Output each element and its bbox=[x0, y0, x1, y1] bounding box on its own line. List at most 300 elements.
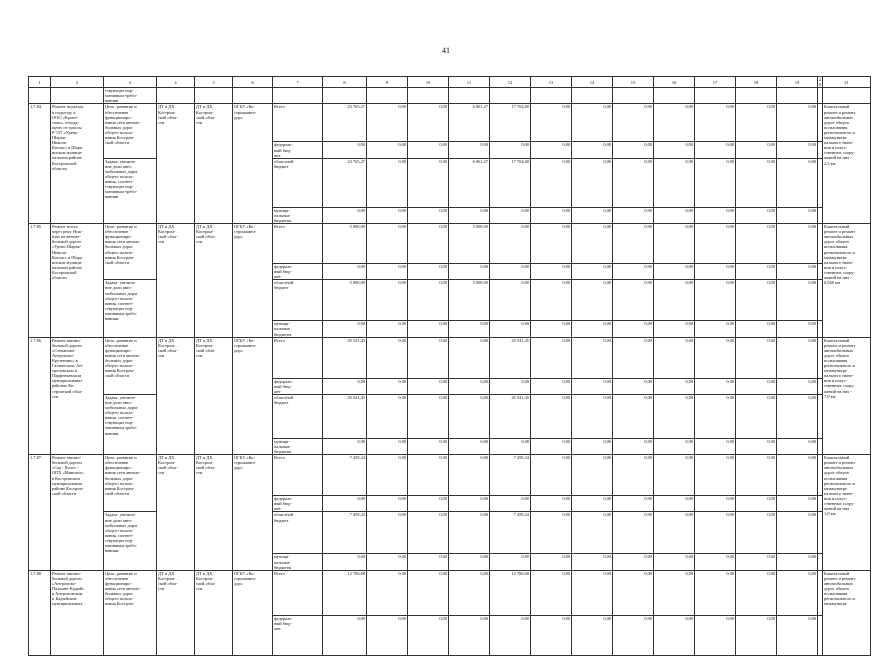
amount-cell: 7 459,24 bbox=[323, 512, 367, 554]
amount-cell: 0,00 bbox=[654, 615, 695, 655]
amount-cell: 0,00 bbox=[777, 570, 818, 615]
amount-cell: 0,00 bbox=[367, 570, 408, 615]
amount-cell: 0,00 bbox=[408, 570, 449, 615]
amount-cell: 0,00 bbox=[367, 321, 408, 337]
amount-cell: 0,00 bbox=[572, 615, 613, 655]
budget-row bbox=[29, 224, 871, 264]
amount-cell: 0,00 bbox=[490, 321, 531, 337]
header-cell: 18 bbox=[736, 77, 777, 88]
amount-cell: 0,00 bbox=[449, 455, 490, 496]
amount-cell: 0,00 bbox=[531, 321, 572, 337]
budget-row bbox=[29, 455, 871, 496]
amount-cell: 0,00 bbox=[654, 570, 695, 615]
header-cell: 8 bbox=[323, 77, 367, 88]
amount-cell: 0,00 bbox=[613, 570, 654, 615]
amount-cell: 0,00 bbox=[408, 512, 449, 554]
amount-cell: 5 000,00 bbox=[449, 224, 490, 264]
amount-cell: 0,00 bbox=[449, 321, 490, 337]
participant: ОГБУ «Ко- стромаавто- дор» bbox=[233, 104, 273, 224]
amount-cell: 0,00 bbox=[654, 496, 695, 512]
carry-over-row bbox=[29, 88, 871, 104]
measure-name: Ремонт автомо- бильной дороги «Сая - Колос - ОПХ «Минское» в Костромском муниципальном районе Костром- ской области bbox=[51, 455, 104, 571]
amount-cell: 0,00 bbox=[572, 496, 613, 512]
amount-cell: 0,00 bbox=[408, 224, 449, 264]
amount-cell: 0,00 bbox=[323, 496, 367, 512]
expected-result: Капитальный ремонт и ремонт автомобильных дорог общего пользования регионального и межмуници- пального значе- ния и искус- ственных соору- жений на них - 0,048 км bbox=[823, 224, 871, 338]
spacer-cell bbox=[818, 496, 823, 512]
amount-cell: 0,00 bbox=[367, 142, 408, 158]
amount-cell: 0,00 bbox=[449, 337, 490, 378]
amount-cell: 0,00 bbox=[367, 455, 408, 496]
amount-cell: 0,00 bbox=[613, 496, 654, 512]
amount-cell: 0,00 bbox=[695, 554, 736, 570]
amount-cell: 0,00 bbox=[572, 207, 613, 223]
amount-cell: 0,00 bbox=[695, 378, 736, 394]
amount-cell: 0,00 bbox=[408, 142, 449, 158]
amount-cell: 0,00 bbox=[613, 512, 654, 554]
measure-name: Ремонт автомо- бильной дороги «Антропово- Палкино-Кадый» в Антроповском и Кадыйском муниципальных bbox=[51, 570, 104, 655]
expected-result: Капитальный ремонт и ремонт автомобильных дорог общего пользования регионального и межмуници- bbox=[823, 570, 871, 655]
funding-source: областной бюджет bbox=[273, 394, 323, 438]
amount-cell: 0,00 bbox=[777, 394, 818, 438]
header-cell: 9 bbox=[367, 77, 408, 88]
measure-number: 1.7.84. bbox=[29, 104, 51, 224]
amount-cell: 0,00 bbox=[736, 570, 777, 615]
expected-result: Капитальный ремонт и ремонт автомобильных дорог общего пользования регионального и межмуници- пального значе- ния и искус- ственных соору- жений на них - 7,0 км bbox=[823, 337, 871, 455]
amount-cell: 0,00 bbox=[572, 104, 613, 142]
measure-task: Задача: увеличе- ние доли авто- мобильных дорог общего пользо- вания, соответ- ствующих нор- мативным требо- ваниям bbox=[104, 280, 157, 337]
amount-cell: 0,00 bbox=[613, 438, 654, 454]
amount-cell: 0,00 bbox=[736, 321, 777, 337]
amount-cell: 0,00 bbox=[490, 378, 531, 394]
measure-task: Задача: увеличе- ние доли авто- мобильных дорог общего пользо- вания, соответ- ствующих нор- мативным требо- ваниям bbox=[104, 158, 157, 223]
funding-source: муници- пальные бюджеты bbox=[273, 321, 323, 337]
amount-cell: 0,00 bbox=[490, 496, 531, 512]
spacer-cell bbox=[818, 321, 823, 337]
amount-cell: 0,00 bbox=[572, 378, 613, 394]
spacer-cell bbox=[818, 615, 823, 655]
amount-cell: 0,00 bbox=[490, 615, 531, 655]
co-executor: ДТ и ДХ Костром- ской обла- сти bbox=[195, 570, 233, 655]
amount-cell: 0,00 bbox=[323, 554, 367, 570]
amount-cell: 0,00 bbox=[777, 512, 818, 554]
amount-cell: 0,00 bbox=[367, 264, 408, 280]
amount-cell: 0,00 bbox=[449, 142, 490, 158]
funding-source: федераль- ный бюд- жет bbox=[273, 615, 323, 655]
amount-cell: 0,00 bbox=[654, 554, 695, 570]
amount-cell: 6 061,27 bbox=[449, 104, 490, 142]
amount-cell: 0,00 bbox=[408, 158, 449, 207]
amount-cell: 0,00 bbox=[490, 554, 531, 570]
amount-cell: 0,00 bbox=[736, 280, 777, 321]
header-cell: 17 bbox=[695, 77, 736, 88]
amount-cell: 0,00 bbox=[613, 455, 654, 496]
amount-cell: 0,00 bbox=[531, 554, 572, 570]
spacer-cell bbox=[818, 438, 823, 454]
header-cell: 2 bbox=[51, 77, 104, 88]
amount-cell: 0,00 bbox=[777, 207, 818, 223]
amount-cell: 0,00 bbox=[695, 264, 736, 280]
amount-cell: 0,00 bbox=[777, 264, 818, 280]
amount-cell: 0,00 bbox=[572, 224, 613, 264]
amount-cell: 0,00 bbox=[613, 142, 654, 158]
measure-goal: Цель: развитие и обеспечение функциониро- вания сети автомо- бильных дорог общего пользо- вания Костром- bbox=[104, 570, 157, 655]
budget-row bbox=[29, 337, 871, 378]
spacer-cell bbox=[818, 264, 823, 280]
amount-cell: 0,00 bbox=[572, 321, 613, 337]
funding-source: муници- пальные бюджеты bbox=[273, 438, 323, 454]
amount-cell: 0,00 bbox=[777, 496, 818, 512]
amount-cell: 0,00 bbox=[777, 554, 818, 570]
measure-goal: Цель: развитие и обеспечение функциониро- вания сети автомо- бильных дорог общего пользо- вания Костром- ской области bbox=[104, 337, 157, 394]
amount-cell: 0,00 bbox=[736, 554, 777, 570]
amount-cell: 0,00 bbox=[490, 438, 531, 454]
header-cell: 16 bbox=[654, 77, 695, 88]
amount-cell: 0,00 bbox=[654, 264, 695, 280]
participant: ОГБУ «Ко- стромаавто- дор» bbox=[233, 224, 273, 338]
amount-cell: 0,00 bbox=[777, 378, 818, 394]
header-cell: 20 bbox=[819, 77, 822, 88]
header-cell: 1 bbox=[29, 77, 51, 88]
co-executor: ДТ и ДХ Костром- ской обла- сти bbox=[195, 104, 233, 224]
measure-number: 1.7.88. bbox=[29, 570, 51, 655]
amount-cell: 0,00 bbox=[613, 554, 654, 570]
amount-cell: 0,00 bbox=[531, 438, 572, 454]
amount-cell: 0,00 bbox=[695, 455, 736, 496]
responsible-executor: ДТ и ДХ Костром- ской обла- сти bbox=[157, 570, 195, 655]
amount-cell: 0,00 bbox=[654, 158, 695, 207]
amount-cell: 0,00 bbox=[613, 207, 654, 223]
amount-cell: 0,00 bbox=[572, 570, 613, 615]
amount-cell: 0,00 bbox=[695, 321, 736, 337]
amount-cell: 0,00 bbox=[408, 378, 449, 394]
amount-cell: 0,00 bbox=[449, 378, 490, 394]
spacer-cell bbox=[818, 394, 823, 438]
amount-cell: 0,00 bbox=[695, 142, 736, 158]
measure-task: Задача: увеличе- ние доли авто- мобильных дорог общего пользо- вания, соответ- ствующих нор- мативным требо- ваниям bbox=[104, 394, 157, 454]
amount-cell: 0,00 bbox=[490, 264, 531, 280]
amount-cell: 0,00 bbox=[613, 378, 654, 394]
amount-cell: 0,00 bbox=[408, 455, 449, 496]
amount-cell: 0,00 bbox=[449, 207, 490, 223]
amount-cell: 0,00 bbox=[736, 158, 777, 207]
amount-cell: 0,00 bbox=[408, 496, 449, 512]
amount-cell: 0,00 bbox=[531, 337, 572, 378]
amount-cell: 0,00 bbox=[367, 207, 408, 223]
funding-source: федераль- ный бюд- жет bbox=[273, 496, 323, 512]
funding-source: Всего bbox=[273, 337, 323, 378]
measure-goal: Цель: развитие и обеспечение функциониро- вания сети автомо- бильных дорог общего пользо- вания Костром- ской области bbox=[104, 224, 157, 280]
amount-cell: 0,00 bbox=[695, 394, 736, 438]
expected-result: Капитальный ремонт и ремонт автомобильных дорог общего пользования регионального и межмуници- пального значе- ния и искус- ственных соору- жений на них - 1,0 км bbox=[823, 455, 871, 571]
amount-cell: 0,00 bbox=[531, 378, 572, 394]
amount-cell: 0,00 bbox=[531, 615, 572, 655]
amount-cell: 0,00 bbox=[531, 496, 572, 512]
amount-cell: 7 459,24 bbox=[490, 455, 531, 496]
amount-cell: 0,00 bbox=[531, 207, 572, 223]
amount-cell: 0,00 bbox=[736, 615, 777, 655]
amount-cell: 45 541,45 bbox=[490, 337, 531, 378]
amount-cell: 0,00 bbox=[695, 496, 736, 512]
co-executor: ДТ и ДХ Костром- ской обла- сти bbox=[195, 337, 233, 455]
amount-cell: 0,00 bbox=[323, 438, 367, 454]
header-cell: 5 bbox=[195, 77, 233, 88]
amount-cell: 0,00 bbox=[490, 224, 531, 264]
funding-source: Всего bbox=[273, 104, 323, 142]
amount-cell: 0,00 bbox=[408, 321, 449, 337]
header-cell: 11 bbox=[449, 77, 490, 88]
header-cell: 15 bbox=[613, 77, 654, 88]
amount-cell: 0,00 bbox=[613, 104, 654, 142]
amount-cell: 0,00 bbox=[777, 142, 818, 158]
amount-cell: 0,00 bbox=[695, 570, 736, 615]
amount-cell: 0,00 bbox=[490, 280, 531, 321]
participant: ОГБУ «Ко- стромаавто- дор» bbox=[233, 455, 273, 571]
amount-cell: 0,00 bbox=[449, 264, 490, 280]
amount-cell: 0,00 bbox=[654, 104, 695, 142]
budget-row bbox=[29, 394, 871, 438]
amount-cell: 0,00 bbox=[736, 207, 777, 223]
amount-cell: 0,00 bbox=[531, 264, 572, 280]
amount-cell: 0,00 bbox=[323, 321, 367, 337]
amount-cell: 0,00 bbox=[736, 142, 777, 158]
amount-cell: 0,00 bbox=[695, 615, 736, 655]
funding-source: федераль- ный бюд- жет bbox=[273, 142, 323, 158]
amount-cell: 0,00 bbox=[531, 158, 572, 207]
amount-cell: 0,00 bbox=[613, 158, 654, 207]
amount-cell: 0,00 bbox=[490, 207, 531, 223]
amount-cell: 0,00 bbox=[572, 337, 613, 378]
amount-cell: 0,00 bbox=[736, 378, 777, 394]
amount-cell: 0,00 bbox=[736, 512, 777, 554]
amount-cell: 0,00 bbox=[531, 570, 572, 615]
header-cell: 10 bbox=[408, 77, 449, 88]
amount-cell: 0,00 bbox=[736, 104, 777, 142]
amount-cell: 0,00 bbox=[654, 455, 695, 496]
measure-name: Ремонт подъезда к подъезду к ООО «Кроно- спан», отходя- щему от трассы Р-157 «Урень- Шарья- Николь- Котлас» в Шарь- инском муници- пальном районе Костромской области bbox=[51, 104, 104, 224]
co-executor: ДТ и ДХ Костром- ской обла- сти bbox=[195, 224, 233, 338]
amount-cell: 0,00 bbox=[449, 394, 490, 438]
amount-cell: 0,00 bbox=[531, 142, 572, 158]
carry-over-text: ствующих нор- мативным требо- ваниям bbox=[104, 88, 157, 104]
amount-cell: 0,00 bbox=[613, 337, 654, 378]
amount-cell: 5 000,00 bbox=[449, 280, 490, 321]
amount-cell: 0,00 bbox=[777, 438, 818, 454]
amount-cell: 17 704,00 bbox=[490, 104, 531, 142]
amount-cell: 45 541,45 bbox=[490, 394, 531, 438]
measure-task: Задача: увеличе- ние доли авто- мобильных дорог общего пользо- вания, соответ- ствующих нор- мативным требо- ваниям bbox=[104, 512, 157, 570]
amount-cell: 0,00 bbox=[695, 104, 736, 142]
amount-cell: 0,00 bbox=[367, 394, 408, 438]
amount-cell: 0,00 bbox=[572, 158, 613, 207]
amount-cell: 0,00 bbox=[408, 104, 449, 142]
amount-cell: 0,00 bbox=[449, 512, 490, 554]
amount-cell: 0,00 bbox=[323, 615, 367, 655]
amount-cell: 0,00 bbox=[654, 337, 695, 378]
amount-cell: 0,00 bbox=[654, 378, 695, 394]
funding-source: Всего bbox=[273, 224, 323, 264]
responsible-executor: ДТ и ДХ Костром- ской обла- сти bbox=[157, 337, 195, 455]
amount-cell: 5 000,00 bbox=[323, 280, 367, 321]
measure-number: 1.7.86. bbox=[29, 337, 51, 455]
amount-cell: 0,00 bbox=[367, 438, 408, 454]
amount-cell: 0,00 bbox=[531, 224, 572, 264]
amount-cell: 5 000,00 bbox=[323, 224, 367, 264]
amount-cell: 12 786,68 bbox=[490, 570, 531, 615]
amount-cell: 0,00 bbox=[654, 280, 695, 321]
amount-cell: 0,00 bbox=[654, 207, 695, 223]
amount-cell: 0,00 bbox=[736, 264, 777, 280]
amount-cell: 6 061,27 bbox=[449, 158, 490, 207]
measure-number: 1.7.85. bbox=[29, 224, 51, 338]
amount-cell: 0,00 bbox=[408, 438, 449, 454]
header-cell: 19 bbox=[777, 77, 818, 88]
amount-cell: 0,00 bbox=[613, 280, 654, 321]
funding-source: муници- пальные бюджеты bbox=[273, 207, 323, 223]
amount-cell: 0,00 bbox=[531, 280, 572, 321]
header-cell: 6 bbox=[233, 77, 273, 88]
responsible-executor: ДТ и ДХ Костром- ской обла- сти bbox=[157, 104, 195, 224]
amount-cell: 0,00 bbox=[736, 394, 777, 438]
amount-cell: 0,00 bbox=[777, 158, 818, 207]
amount-cell: 0,00 bbox=[736, 337, 777, 378]
amount-cell: 0,00 bbox=[695, 224, 736, 264]
amount-cell: 0,00 bbox=[408, 554, 449, 570]
amount-cell: 0,00 bbox=[572, 142, 613, 158]
amount-cell: 0,00 bbox=[777, 455, 818, 496]
spacer-cell bbox=[818, 512, 823, 554]
amount-cell: 0,00 bbox=[777, 104, 818, 142]
header-cell: 14 bbox=[572, 77, 613, 88]
amount-cell: 0,00 bbox=[449, 615, 490, 655]
amount-cell: 0,00 bbox=[572, 455, 613, 496]
amount-cell: 0,00 bbox=[572, 512, 613, 554]
amount-cell: 0,00 bbox=[490, 142, 531, 158]
amount-cell: 0,00 bbox=[613, 264, 654, 280]
amount-cell: 0,00 bbox=[613, 224, 654, 264]
amount-cell: 0,00 bbox=[449, 554, 490, 570]
expected-result: Капитальный ремонт и ремонт автомобильных дорог общего пользования регионального и межмуници- пального значе- ния и искус- ственных соору- жений на них - 2,3 км bbox=[823, 104, 871, 224]
amount-cell: 7 459,24 bbox=[490, 512, 531, 554]
spacer-cell bbox=[818, 378, 823, 394]
amount-cell: 17 704,00 bbox=[490, 158, 531, 207]
funding-source: муници- пальные бюджеты bbox=[273, 554, 323, 570]
amount-cell: 0,00 bbox=[408, 615, 449, 655]
page-number: 41 bbox=[442, 46, 450, 55]
amount-cell: 0,00 bbox=[408, 337, 449, 378]
amount-cell: 0,00 bbox=[654, 321, 695, 337]
amount-cell: 0,00 bbox=[323, 264, 367, 280]
amount-cell: 23 765,27 bbox=[323, 104, 367, 142]
amount-cell: 0,00 bbox=[613, 321, 654, 337]
amount-cell: 0,00 bbox=[449, 570, 490, 615]
amount-cell: 12 786,68 bbox=[323, 570, 367, 615]
spacer-cell bbox=[818, 207, 823, 223]
measure-goal: Цель: развитие и обеспечение функциониро- вания сети автомо- бильных дорог общего пользо- вания Костром- ской области bbox=[104, 455, 157, 512]
amount-cell: 0,00 bbox=[695, 512, 736, 554]
amount-cell: 45 541,45 bbox=[323, 394, 367, 438]
amount-cell: 0,00 bbox=[367, 280, 408, 321]
amount-cell: 0,00 bbox=[531, 104, 572, 142]
amount-cell: 0,00 bbox=[654, 512, 695, 554]
measure-number: 1.7.87. bbox=[29, 455, 51, 571]
amount-cell: 0,00 bbox=[695, 438, 736, 454]
amount-cell: 45 541,45 bbox=[323, 337, 367, 378]
amount-cell: 0,00 bbox=[323, 142, 367, 158]
spacer-cell bbox=[818, 158, 823, 207]
header-cell: 3 bbox=[104, 77, 157, 88]
amount-cell: 0,00 bbox=[367, 554, 408, 570]
amount-cell: 0,00 bbox=[531, 394, 572, 438]
amount-cell: 0,00 bbox=[777, 224, 818, 264]
budget-row bbox=[29, 280, 871, 321]
amount-cell: 0,00 bbox=[367, 496, 408, 512]
amount-cell: 0,00 bbox=[572, 394, 613, 438]
amount-cell: 0,00 bbox=[367, 615, 408, 655]
amount-cell: 0,00 bbox=[408, 280, 449, 321]
funding-source: областной бюджет bbox=[273, 280, 323, 321]
header-cell: 12 bbox=[490, 77, 531, 88]
funding-source: Всего bbox=[273, 570, 323, 615]
budget-row bbox=[29, 104, 871, 142]
spacer-cell bbox=[818, 554, 823, 570]
amount-cell: 0,00 bbox=[654, 224, 695, 264]
funding-source: Всего bbox=[273, 455, 323, 496]
amount-cell: 0,00 bbox=[572, 554, 613, 570]
amount-cell: 23 765,27 bbox=[323, 158, 367, 207]
header-cell: 7 bbox=[273, 77, 323, 88]
amount-cell: 0,00 bbox=[777, 280, 818, 321]
responsible-executor: ДТ и ДХ Костром- ской обла- сти bbox=[157, 224, 195, 338]
spacer-cell bbox=[818, 142, 823, 158]
amount-cell: 0,00 bbox=[654, 438, 695, 454]
funding-source: областной бюджет bbox=[273, 512, 323, 554]
amount-cell: 0,00 bbox=[654, 394, 695, 438]
amount-cell: 0,00 bbox=[736, 224, 777, 264]
amount-cell: 0,00 bbox=[323, 378, 367, 394]
amount-cell: 0,00 bbox=[367, 512, 408, 554]
funding-source: федераль- ный бюд- жет bbox=[273, 378, 323, 394]
amount-cell: 0,00 bbox=[572, 438, 613, 454]
amount-cell: 0,00 bbox=[367, 158, 408, 207]
amount-cell: 0,00 bbox=[531, 455, 572, 496]
header-row bbox=[29, 77, 871, 88]
amount-cell: 0,00 bbox=[367, 104, 408, 142]
amount-cell: 0,00 bbox=[613, 615, 654, 655]
funding-source: федераль- ный бюд- жет bbox=[273, 264, 323, 280]
amount-cell: 7 459,24 bbox=[323, 455, 367, 496]
amount-cell: 0,00 bbox=[572, 280, 613, 321]
funding-source: областной бюджет bbox=[273, 158, 323, 207]
amount-cell: 0,00 bbox=[408, 207, 449, 223]
header-cell: 21 bbox=[823, 77, 871, 88]
budget-row bbox=[29, 158, 871, 207]
amount-cell: 0,00 bbox=[736, 455, 777, 496]
amount-cell: 0,00 bbox=[367, 378, 408, 394]
header-cell: 4 bbox=[157, 77, 195, 88]
measure-goal: Цель: развитие и обеспечение функциониро- вания сети автомо- бильных дорог общего пользо- вания Костром- ской области bbox=[104, 104, 157, 158]
amount-cell: 0,00 bbox=[654, 142, 695, 158]
amount-cell: 0,00 bbox=[367, 224, 408, 264]
measure-name: Ремонт автомо- бильной дороги «Степаново- Антропово- Крутенино» в Галическом, Ан- троповском и Парфеньевском муниципальных районах Ко- стромской обла- сти bbox=[51, 337, 104, 455]
amount-cell: 0,00 bbox=[777, 337, 818, 378]
responsible-executor: ДТ и ДХ Костром- ской обла- сти bbox=[157, 455, 195, 571]
measure-name: Ремонт моста через реку Нуж- ную на автомо- бильной дороге «Урень-Шарья- Николь- Котлас» в Шарь- инском муници- пальном районе Костромской области bbox=[51, 224, 104, 338]
amount-cell: 0,00 bbox=[449, 496, 490, 512]
amount-cell: 0,00 bbox=[572, 264, 613, 280]
amount-cell: 0,00 bbox=[613, 394, 654, 438]
amount-cell: 0,00 bbox=[367, 337, 408, 378]
